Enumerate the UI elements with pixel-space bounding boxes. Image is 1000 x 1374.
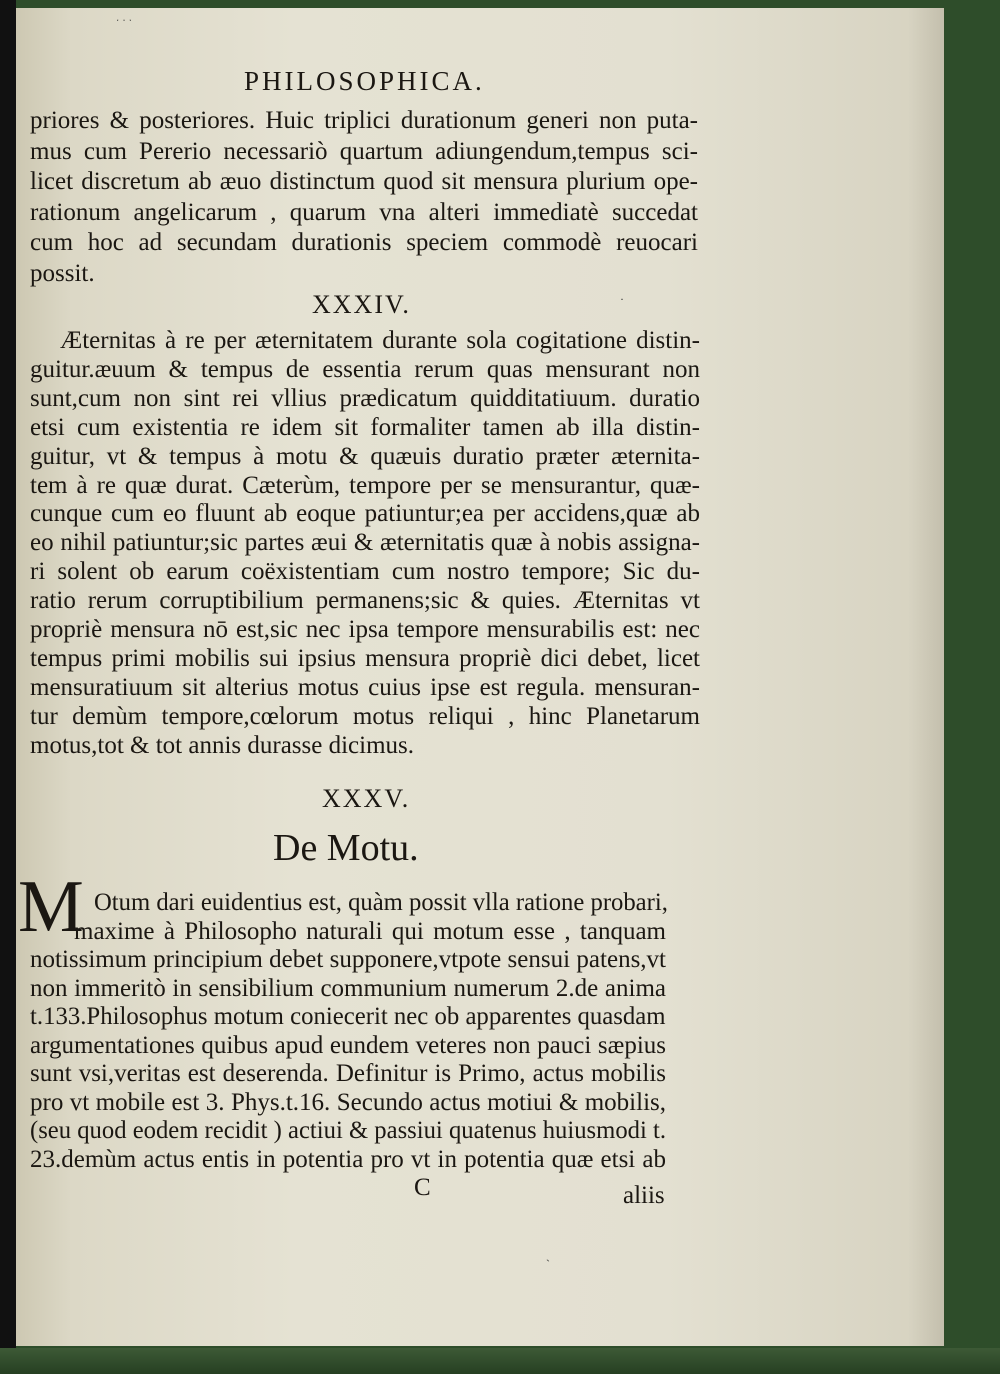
block3-line: t.133.Philosophus motum coniecerit nec ob apparentes quasdam	[30, 1003, 666, 1030]
block2-line: ri solent ob earum coëxistentiam cum nostro tempore; Sic du-	[30, 558, 700, 586]
block2-line: ratio rerum corruptibilium permanens;sic & quies. Æternitas vt	[30, 587, 700, 615]
block1-line: rationum angelicarum , quarum vna alteri immediatè succedat	[30, 198, 698, 226]
block3-line: (seu quod eodem recidit ) actiui & passiui quatenus huiusmodi t.	[30, 1117, 666, 1144]
block3-line: sunt vsi,veritas est deserenda. Definitur is Primo, actus mobilis	[30, 1060, 666, 1087]
block1-line: cum hoc ad secundam durationis speciem commodè reuocari	[30, 229, 698, 256]
block3-line: maxime à Philosopho naturali qui motum esse , tanquam	[74, 917, 666, 945]
catchword: aliis	[623, 1182, 665, 1209]
block2-line: motus,tot & tot annis durasse dicimus.	[30, 731, 415, 759]
block2-line: etsi cum existentia re idem sit formaliter tamen ab illa distin-	[30, 413, 700, 441]
block2-line: guitur, vt & tempus à motu & quæuis duratio præter æternita-	[30, 442, 700, 470]
section-title: De Motu.	[273, 827, 419, 869]
block3-line: 23.demùm actus entis in potentia pro vt in potentia quæ etsi ab	[30, 1145, 666, 1173]
block3-line: pro vt mobile est 3. Phys.t.16. Secundo actus motiui & mobilis,	[30, 1088, 666, 1116]
block3-line: argumentationes quibus apud eundem veteres non pauci sæpius	[30, 1031, 666, 1059]
block2-line: tem à re quæ durat. Cæterùm, tempore per se mensurantur, quæ-	[30, 471, 700, 499]
block2-line: guitur.æuum & tempus de essentia rerum quas mensurant non	[30, 355, 700, 383]
block2-line: mensuratiuum sit alterius motus cuius ipse est regula. mensuran-	[30, 673, 700, 701]
ink-speck: ˏ	[546, 1248, 550, 1262]
block2-line: eo nihil patiuntur;sic partes æui & æternitatis quæ à nobis assigna-	[30, 529, 700, 557]
block3-line: notissimum principium debet supponere,vtpote sensui patens,vt	[30, 946, 666, 973]
running-head: PHILOSOPHICA.	[244, 66, 485, 96]
block1-line: possit.	[30, 259, 95, 287]
block2-line: Æternitas à re per æternitatem durante sola cogitatione distin-	[60, 327, 700, 354]
block2-line: tur demùm tempore,cœlorum motus reliqui , hinc Planetarum	[30, 702, 700, 730]
scan-edge-left	[0, 0, 16, 1374]
drop-cap: M	[18, 866, 84, 948]
scan-edge-bottom	[0, 1348, 1000, 1374]
ink-speck: ˑ ˑ ˑ	[116, 14, 133, 28]
block1-line: mus cum Pererio necessariò quartum adiungendum,tempus sci-	[30, 137, 698, 165]
section-number-35: XXXV.	[322, 784, 411, 813]
block3-line: Otum dari euidentius est, quàm possit vlla ratione probari,	[94, 889, 668, 916]
block2-line: propriè mensura nō est,sic nec ipsa tempore mensurabilis est: nec	[30, 616, 700, 643]
block2-line: cunque cum eo fluunt ab eoque patiuntur;ea per accidens,quæ ab	[30, 500, 700, 528]
block1-line: priores & posteriores. Huic triplici durationum generi non puta-	[30, 107, 698, 134]
signature-mark: C	[414, 1174, 431, 1201]
block1-line: licet discretum ab æuo distinctum quod sit mensura plurium ope-	[30, 168, 698, 195]
ink-speck: ·	[620, 292, 624, 306]
book-page	[16, 8, 944, 1346]
section-number-34: XXXIV.	[312, 290, 411, 319]
block2-line: tempus primi mobilis sui ipsius mensura propriè dici debet, licet	[30, 644, 700, 672]
page-text	[16, 8, 944, 1346]
block3-line: non immeritò in sensibilium communium numerum 2.de anima	[30, 974, 666, 1002]
block2-line: sunt,cum non sint rei vllius prædicatum quidditatiuum. duratio	[30, 384, 700, 412]
